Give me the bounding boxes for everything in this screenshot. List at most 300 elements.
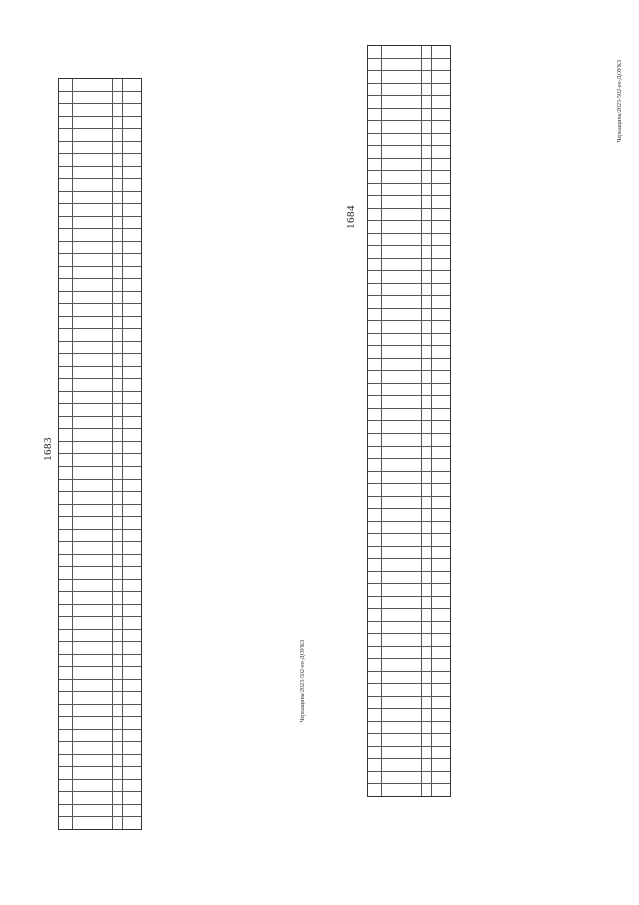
table-row	[59, 142, 141, 155]
table-row	[59, 555, 141, 568]
table-cell	[422, 684, 432, 696]
table-cell	[123, 730, 141, 742]
table-cell	[123, 192, 141, 204]
table-cell	[123, 717, 141, 729]
table-row	[59, 480, 141, 493]
table-cell	[422, 321, 432, 333]
table-row	[59, 517, 141, 530]
table-cell	[432, 284, 450, 296]
table-cell	[59, 692, 73, 704]
table-cell	[432, 309, 450, 321]
table-cell	[382, 572, 422, 584]
table-cell	[113, 142, 123, 154]
table-cell	[422, 634, 432, 646]
table-cell	[123, 617, 141, 629]
table-row	[368, 209, 450, 222]
table-cell	[59, 480, 73, 492]
table-cell	[422, 772, 432, 784]
table-cell	[113, 292, 123, 304]
table-cell	[382, 659, 422, 671]
table-row	[368, 59, 450, 72]
table-cell	[73, 304, 113, 316]
table-cell	[368, 434, 382, 446]
table-row	[368, 472, 450, 485]
table-cell	[123, 517, 141, 529]
table-row	[368, 396, 450, 409]
table-cell	[382, 734, 422, 746]
table-cell	[432, 346, 450, 358]
table-cell	[113, 780, 123, 792]
table-row	[368, 784, 450, 796]
table-cell	[382, 472, 422, 484]
table-cell	[59, 492, 73, 504]
table-cell	[123, 329, 141, 341]
table-cell	[368, 734, 382, 746]
table-cell	[113, 317, 123, 329]
table-cell	[113, 179, 123, 191]
table-cell	[73, 667, 113, 679]
table-cell	[73, 129, 113, 141]
table-cell	[113, 79, 123, 91]
table-cell	[113, 692, 123, 704]
table-row	[368, 459, 450, 472]
table-cell	[422, 784, 432, 796]
table-cell	[432, 334, 450, 346]
table-cell	[422, 584, 432, 596]
table-cell	[432, 96, 450, 108]
table-cell	[73, 755, 113, 767]
table-cell	[382, 722, 422, 734]
table-cell	[368, 484, 382, 496]
table-cell	[382, 121, 422, 133]
table-cell	[422, 396, 432, 408]
table-cell	[368, 421, 382, 433]
table-cell	[113, 480, 123, 492]
table-cell	[59, 717, 73, 729]
table-row	[59, 805, 141, 818]
table-cell	[113, 717, 123, 729]
table-cell	[368, 709, 382, 721]
table-cell	[368, 234, 382, 246]
table-cell	[422, 146, 432, 158]
table-cell	[382, 684, 422, 696]
table-cell	[113, 555, 123, 567]
table-row	[59, 755, 141, 768]
table-cell	[368, 497, 382, 509]
table-row	[368, 84, 450, 97]
table-cell	[432, 434, 450, 446]
table-cell	[113, 192, 123, 204]
table-cell	[59, 655, 73, 667]
table-cell	[73, 605, 113, 617]
table-cell	[73, 630, 113, 642]
table-cell	[368, 284, 382, 296]
table-cell	[73, 817, 113, 829]
table-cell	[368, 534, 382, 546]
table-cell	[73, 379, 113, 391]
table-cell	[422, 434, 432, 446]
table-cell	[432, 321, 450, 333]
table-row	[368, 559, 450, 572]
table-cell	[123, 267, 141, 279]
table-cell	[123, 167, 141, 179]
table-cell	[113, 792, 123, 804]
table-cell	[368, 722, 382, 734]
table-cell	[123, 467, 141, 479]
table-cell	[73, 167, 113, 179]
table-cell	[123, 780, 141, 792]
table-cell	[432, 246, 450, 258]
table-cell	[368, 472, 382, 484]
table-cell	[113, 167, 123, 179]
table-cell	[422, 597, 432, 609]
table-row	[368, 384, 450, 397]
table-cell	[368, 634, 382, 646]
table-cell	[432, 709, 450, 721]
table-cell	[382, 597, 422, 609]
table-cell	[123, 692, 141, 704]
table-row	[59, 467, 141, 480]
table-cell	[368, 572, 382, 584]
table-cell	[73, 429, 113, 441]
table-cell	[422, 359, 432, 371]
table-cell	[59, 179, 73, 191]
table-row	[59, 129, 141, 142]
table-cell	[432, 59, 450, 71]
table-cell	[422, 171, 432, 183]
table-cell	[123, 204, 141, 216]
table-cell	[59, 792, 73, 804]
table-cell	[432, 472, 450, 484]
table-cell	[123, 592, 141, 604]
table-row	[368, 234, 450, 247]
table-cell	[59, 542, 73, 554]
table-cell	[59, 192, 73, 204]
table-cell	[123, 680, 141, 692]
table-cell	[73, 267, 113, 279]
table-cell	[432, 672, 450, 684]
table-cell	[59, 217, 73, 229]
table-cell	[432, 396, 450, 408]
table-cell	[368, 659, 382, 671]
table-row	[368, 759, 450, 772]
table-row	[59, 505, 141, 518]
table-cell	[59, 555, 73, 567]
table-cell	[113, 742, 123, 754]
table-cell	[123, 292, 141, 304]
table-cell	[422, 184, 432, 196]
table-cell	[73, 505, 113, 517]
table-row	[368, 597, 450, 610]
table-cell	[382, 284, 422, 296]
table-cell	[59, 530, 73, 542]
table-cell	[73, 367, 113, 379]
table-cell	[113, 667, 123, 679]
table-cell	[432, 522, 450, 534]
table-row	[59, 692, 141, 705]
table-cell	[113, 217, 123, 229]
table-cell	[59, 154, 73, 166]
table-cell	[382, 484, 422, 496]
table-row	[368, 609, 450, 622]
table-row	[59, 92, 141, 105]
table-cell	[123, 742, 141, 754]
table-cell	[382, 359, 422, 371]
table-cell	[432, 622, 450, 634]
table-cell	[368, 522, 382, 534]
table-row	[59, 354, 141, 367]
table-cell	[123, 254, 141, 266]
table-cell	[73, 392, 113, 404]
table-row	[59, 79, 141, 92]
table-cell	[123, 792, 141, 804]
table-cell	[123, 767, 141, 779]
table-cell	[382, 584, 422, 596]
table-cell	[59, 630, 73, 642]
table-cell	[432, 259, 450, 271]
table-cell	[113, 467, 123, 479]
table-row	[368, 684, 450, 697]
table-row	[368, 509, 450, 522]
table-cell	[59, 279, 73, 291]
table-cell	[432, 497, 450, 509]
table-cell	[73, 530, 113, 542]
table-cell	[59, 342, 73, 354]
table-cell	[422, 421, 432, 433]
table-cell	[432, 509, 450, 521]
table-cell	[59, 117, 73, 129]
table-cell	[73, 179, 113, 191]
table-cell	[113, 404, 123, 416]
table-row	[368, 134, 450, 147]
table-row	[59, 404, 141, 417]
table-cell	[113, 505, 123, 517]
table-cell	[123, 667, 141, 679]
table-cell	[432, 171, 450, 183]
table-cell	[432, 697, 450, 709]
table-cell	[422, 497, 432, 509]
table-cell	[73, 442, 113, 454]
table-cell	[113, 204, 123, 216]
table-cell	[432, 221, 450, 233]
table-cell	[368, 584, 382, 596]
table-cell	[432, 459, 450, 471]
table-cell	[432, 684, 450, 696]
table-cell	[59, 592, 73, 604]
table-cell	[432, 234, 450, 246]
table-cell	[123, 417, 141, 429]
table-cell	[59, 417, 73, 429]
table-cell	[422, 121, 432, 133]
table-cell	[113, 705, 123, 717]
table-cell	[382, 159, 422, 171]
table-cell	[382, 71, 422, 83]
table-row	[59, 655, 141, 668]
table-cell	[422, 96, 432, 108]
table-cell	[113, 129, 123, 141]
table-cell	[368, 459, 382, 471]
table-cell	[59, 667, 73, 679]
table-cell	[113, 229, 123, 241]
table-cell	[123, 229, 141, 241]
table-cell	[382, 409, 422, 421]
table-cell	[123, 342, 141, 354]
table-cell	[123, 605, 141, 617]
table-cell	[422, 447, 432, 459]
table-cell	[382, 459, 422, 471]
table-row	[59, 742, 141, 755]
table-cell	[73, 104, 113, 116]
table-row	[368, 672, 450, 685]
table-cell	[59, 79, 73, 91]
table-row	[368, 659, 450, 672]
table-row	[368, 522, 450, 535]
table-cell	[123, 317, 141, 329]
table-row	[368, 71, 450, 84]
table-cell	[382, 622, 422, 634]
table-row	[368, 371, 450, 384]
footer-note-left: Черкащина/2023-502-ео-ДОУКЗ	[300, 640, 306, 723]
table-cell	[382, 547, 422, 559]
table-cell	[432, 296, 450, 308]
table-cell	[123, 117, 141, 129]
table-cell	[59, 467, 73, 479]
table-row	[59, 292, 141, 305]
table-cell	[432, 134, 450, 146]
table-cell	[123, 555, 141, 567]
table-cell	[382, 421, 422, 433]
table-cell	[368, 159, 382, 171]
table-row	[368, 184, 450, 197]
table-cell	[73, 217, 113, 229]
table-row	[368, 221, 450, 234]
table-cell	[432, 84, 450, 96]
table-cell	[113, 617, 123, 629]
table-cell	[432, 572, 450, 584]
table-cell	[382, 384, 422, 396]
table-cell	[113, 605, 123, 617]
table-cell	[113, 730, 123, 742]
table-cell	[368, 221, 382, 233]
table-cell	[368, 334, 382, 346]
table-cell	[73, 317, 113, 329]
table-cell	[368, 684, 382, 696]
table-row	[59, 530, 141, 543]
table-row	[368, 246, 450, 259]
table-cell	[73, 292, 113, 304]
table-cell	[59, 429, 73, 441]
table-cell	[422, 284, 432, 296]
table-row	[59, 317, 141, 330]
table-cell	[368, 84, 382, 96]
table-cell	[113, 530, 123, 542]
table-cell	[368, 209, 382, 221]
table-cell	[432, 109, 450, 121]
table-row	[59, 229, 141, 242]
table-cell	[113, 429, 123, 441]
table-cell	[123, 505, 141, 517]
table-row	[59, 167, 141, 180]
table-cell	[382, 609, 422, 621]
table-cell	[382, 772, 422, 784]
table-cell	[432, 734, 450, 746]
table-cell	[422, 334, 432, 346]
table-cell	[123, 379, 141, 391]
table-cell	[113, 379, 123, 391]
table-row	[368, 109, 450, 122]
table-cell	[422, 572, 432, 584]
table-cell	[382, 747, 422, 759]
table-cell	[123, 242, 141, 254]
table-cell	[382, 447, 422, 459]
table-row	[59, 192, 141, 205]
table-cell	[113, 267, 123, 279]
table-row	[368, 284, 450, 297]
table-cell	[382, 559, 422, 571]
table-cell	[123, 530, 141, 542]
table-cell	[382, 509, 422, 521]
table-cell	[382, 634, 422, 646]
table-cell	[73, 567, 113, 579]
table-cell	[432, 409, 450, 421]
table-cell	[113, 354, 123, 366]
table-cell	[422, 134, 432, 146]
table-cell	[59, 204, 73, 216]
table-row	[368, 259, 450, 272]
table-cell	[73, 229, 113, 241]
table-cell	[123, 79, 141, 91]
table-cell	[432, 184, 450, 196]
table-row	[59, 780, 141, 793]
table-cell	[123, 392, 141, 404]
table-row	[368, 421, 450, 434]
table-cell	[432, 271, 450, 283]
table-cell	[422, 309, 432, 321]
table-row	[59, 104, 141, 117]
table-row	[59, 242, 141, 255]
table-cell	[368, 597, 382, 609]
table-cell	[368, 622, 382, 634]
table-cell	[59, 642, 73, 654]
table-cell	[59, 705, 73, 717]
table-row	[368, 121, 450, 134]
table-cell	[113, 805, 123, 817]
table-cell	[59, 817, 73, 829]
table-cell	[123, 542, 141, 554]
table-cell	[422, 234, 432, 246]
table-row	[59, 442, 141, 455]
table-cell	[382, 497, 422, 509]
table-cell	[123, 705, 141, 717]
table-cell	[368, 547, 382, 559]
table-cell	[422, 747, 432, 759]
table-cell	[382, 259, 422, 271]
table-cell	[422, 709, 432, 721]
table-row	[59, 730, 141, 743]
table-cell	[59, 317, 73, 329]
table-cell	[368, 759, 382, 771]
table-cell	[382, 109, 422, 121]
table-row	[59, 254, 141, 267]
table-cell	[123, 179, 141, 191]
table-cell	[368, 59, 382, 71]
table-cell	[113, 154, 123, 166]
table-cell	[432, 659, 450, 671]
table-cell	[382, 396, 422, 408]
table-cell	[368, 509, 382, 521]
table-row	[59, 304, 141, 317]
table-row	[59, 417, 141, 430]
